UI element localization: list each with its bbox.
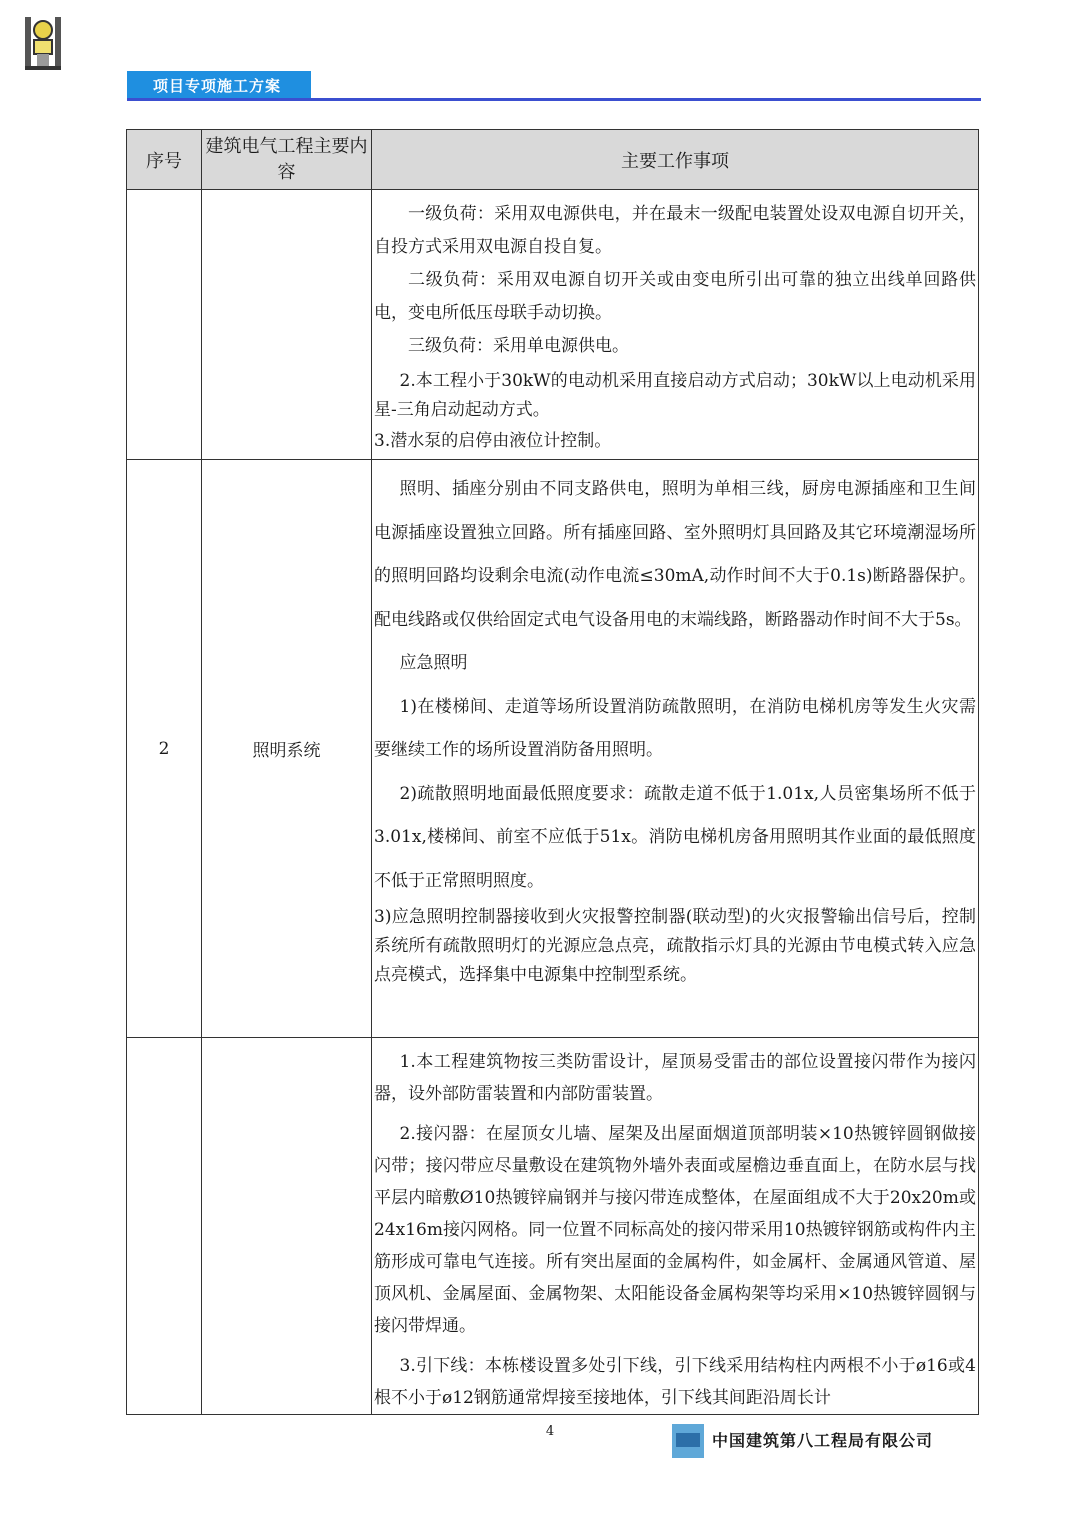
item-text: 照明、插座分别由不同支路供电，照明为单相三线，厨房电源插座和卫生间电源插座设置独立回路。所有插座回路、室外照明灯具回路及其它环境潮湿场所的照明回路均设剩余电流(动作电流≤30mA,动作时间不大于0.1s)断路器保护。配电线路或仅供给固定式电气设备用电的末端线路，断路器动作时间不大于5s。 — [374, 479, 976, 630]
item-text: 二级负荷：采用双电源自切开关或由变电所引出可靠的独立出线单回路供电，变电所低压母联手动切换。 — [374, 270, 976, 323]
company-logo — [22, 14, 64, 72]
item-text: 三级负荷：采用单电源供电。 — [408, 336, 629, 356]
row-items — [372, 1038, 979, 1415]
row-items — [372, 190, 979, 460]
row-number: 2 — [127, 460, 202, 1038]
item-text: 2.本工程小于30kW的电动机采用直接启动方式启动；30kW以上电动机采用星-三角启动起动方式。 — [374, 371, 976, 420]
item-text: 1.本工程建筑物按三类防雷设计，屋顶易受雷击的部位设置接闪带作为接闪器，设外部防雷装置和内部防雷装置。 — [374, 1052, 976, 1104]
table-row — [127, 460, 979, 1038]
table-row — [127, 1038, 979, 1415]
table-header-row — [127, 130, 979, 190]
header-content: 建筑电气工程主要内容 — [202, 130, 372, 190]
item-text: 1)在楼梯间、走道等场所设置消防疏散照明，在消防电梯机房等发生火灾需要继续工作的场所设置消防备用照明。 — [374, 696, 976, 760]
row-number — [127, 1038, 202, 1415]
item-text: 2.接闪器：在屋顶女儿墙、屋架及出屋面烟道顶部明装×10热镀锌圆钢做接闪带；接闪带应尽量敷设在建筑物外墙外表面或屋檐边垂直面上，在防水层与找平层内暗敷Ø10热镀锌扁钢并与接闪带连成整体，在屋面组成不大于20x20m或24x16m接闪网格。同一位置不同标高处的接闪带采用10热镀锌钢筋或构件内主筋形成可靠电气连接。所有突出屋面的金属构件，如金属杆、金属通风管道、屋顶风机、金属屋面、金属物架、太阳能设备金属构架等均采用×10热镀锌圆钢与接闪带焊通。 — [374, 1124, 976, 1336]
item-text: 3.引下线：本栋楼设置多处引下线，引下线采用结构柱内两根不小于ø16或4根不小于ø12钢筋通常焊接至接地体，引下线其间距沿周长计 — [374, 1356, 976, 1408]
company-logo-icon — [672, 1424, 704, 1458]
table-row — [127, 190, 979, 460]
row-items — [372, 460, 979, 1038]
work-items-table — [126, 129, 979, 1415]
item-text: 3)应急照明控制器接收到火灾报警控制器(联动型)的火灾报警输出信号后，控制系统所有疏散照明灯的光源应急点亮，疏散指示灯具的光源由节电模式转入应急点亮模式，选择集中电源集中控制型系统。 — [374, 907, 976, 985]
row-content: 照明系统 — [202, 460, 372, 1038]
row-number — [127, 190, 202, 460]
item-text: 3.潜水泵的启停由液位计控制。 — [374, 431, 612, 451]
item-text: 应急照明 — [399, 653, 468, 673]
header-divider — [127, 98, 981, 101]
row-content — [202, 190, 372, 460]
row-content — [202, 1038, 372, 1415]
footer-company-name: 中国建筑第八工程局有限公司 — [712, 1431, 934, 1450]
item-text: 2)疏散照明地面最低照度要求：疏散走道不低于1.01x,人员密集场所不低于3.01x,楼梯间、前室不应低于51x。消防电梯机房备用照明其作业面的最低照度不低于正常照明照度。 — [374, 783, 976, 891]
item-text: 一级负荷：采用双电源供电，并在最末一级配电装置处设双电源自切开关，自投方式采用双电源自投自复。 — [374, 204, 976, 257]
page-number: 4 — [545, 1424, 555, 1439]
document-header-title: 项目专项施工方案 — [127, 71, 311, 101]
header-no: 序号 — [127, 130, 202, 190]
header-items: 主要工作事项 — [372, 130, 979, 190]
